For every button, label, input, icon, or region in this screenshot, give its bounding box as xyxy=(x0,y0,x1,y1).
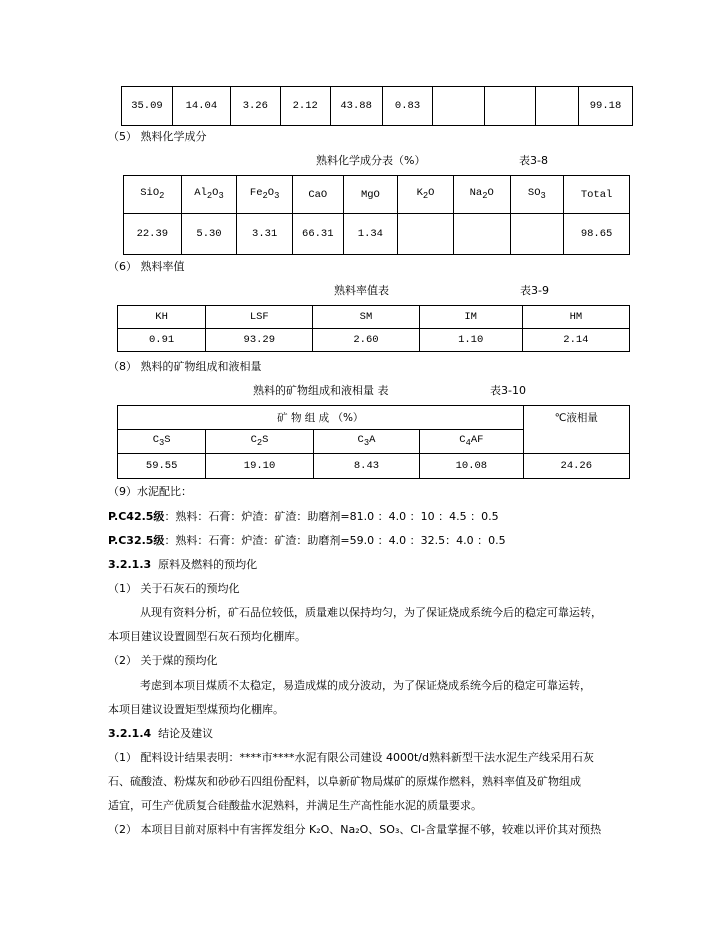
table-cell: 93.29 xyxy=(206,329,313,352)
table-cell xyxy=(485,87,536,126)
table-cell: 43.88 xyxy=(330,87,382,126)
table-3-10 xyxy=(117,405,630,479)
grade-label: P.C32.5级 xyxy=(108,534,165,547)
section-6-heading: （6） 熟料率值 xyxy=(108,260,185,273)
table-cell: 24.26 xyxy=(523,454,629,479)
table-cell: 22.39 xyxy=(124,214,182,255)
section-9-heading: （9）水泥配比： xyxy=(108,485,192,498)
section-title: 原料及燃料的预均化 xyxy=(158,558,258,571)
header-sm: SM xyxy=(313,306,419,329)
table-row xyxy=(124,214,630,255)
item-2-heading: （2） 关于煤的预均化 xyxy=(108,654,218,667)
table-cell: 2.12 xyxy=(280,87,330,126)
table-cell xyxy=(398,214,454,255)
header-al2o3: $Al_2O_3$ xyxy=(181,176,237,214)
header-so3: $SO_3$ xyxy=(510,176,564,214)
table-cell xyxy=(536,87,579,126)
section-title: 结论及建议 xyxy=(158,727,214,740)
table-cell: 1.34 xyxy=(343,214,398,255)
table-3-9-number: 表3-9 xyxy=(520,284,549,297)
table-header-row xyxy=(118,306,630,329)
table-cell: 14.04 xyxy=(172,87,230,126)
header-hm: HM xyxy=(522,306,629,329)
table-3-8 xyxy=(123,175,630,255)
section-number: 3.2.1.3 xyxy=(108,558,152,571)
table-3-10-caption: 熟料的矿物组成和液相量 表 xyxy=(253,384,389,397)
table-3-8-number: 表3-8 xyxy=(519,154,548,167)
table-cell xyxy=(510,214,564,255)
conclusion-1-line-2: 石、硫酸渣、粉煤灰和砂砂石四组份配料，以阜新矿物局煤矿的原煤作燃料，熟料率值及矿物组成 xyxy=(108,775,581,788)
header-total: Total xyxy=(564,176,630,214)
table-cell: 3.31 xyxy=(237,214,293,255)
table-cell: 98.65 xyxy=(564,214,630,255)
header-na2o: $Na_2O$ xyxy=(453,176,510,214)
table-row xyxy=(118,454,630,479)
table-cell: 99.18 xyxy=(579,87,633,126)
header-lsf: LSF xyxy=(206,306,313,329)
conclusion-1-line-3: 适宜，可生产优质复合硅酸盐水泥熟料，并满足生产高性能水泥的质量要求。 xyxy=(108,799,482,812)
paragraph-1-line-2: 本项目建议设置圆型石灰石预均化棚库。 xyxy=(108,630,306,643)
table-3-9 xyxy=(117,305,630,352)
table-3-10-number: 表3-10 xyxy=(490,384,526,397)
table-cell xyxy=(433,87,485,126)
grade-label: P.C42.5级 xyxy=(108,510,165,523)
ratio-text: ：熟料：石膏：炉渣：矿渣：助磨剂=59.0 ：4.0 ：32.5：4.0 ：0.5 xyxy=(164,534,506,547)
ratio-pc325 xyxy=(108,532,506,548)
table-cell: 10.08 xyxy=(420,454,523,479)
paragraph-1-line-1: 从现有资料分析，矿石品位较低，质量难以保持均匀，为了保证烧成系统今后的稳定可靠运转， xyxy=(140,606,602,619)
table-cell: 5.30 xyxy=(181,214,237,255)
table-cell: 19.10 xyxy=(206,454,313,479)
header-sio2: SiO$_2$ xyxy=(124,176,182,214)
table-3-8-caption: 熟料化学成分表（%） xyxy=(316,154,426,167)
table-cell xyxy=(453,214,510,255)
header-k2o: $K_2O$ xyxy=(398,176,454,214)
section-5-heading: （5） 熟料化学成分 xyxy=(108,130,207,143)
table-header-row xyxy=(124,176,630,214)
header-c3s: $C_3S$ xyxy=(118,430,206,454)
table-cell: 0.83 xyxy=(382,87,433,126)
header-c2s: $C_2S$ xyxy=(206,430,313,454)
table-row xyxy=(122,87,633,126)
header-im: IM xyxy=(419,306,522,329)
header-c3a: $C_3A$ xyxy=(313,430,419,454)
table-cell: 3.26 xyxy=(230,87,280,126)
liquid-phase-header: ℃液相量 xyxy=(523,406,629,454)
table-cell: 66.31 xyxy=(292,214,343,255)
header-fe2o3: $Fe_2O_3$ xyxy=(237,176,293,214)
header-mgo: MgO xyxy=(343,176,398,214)
table-cell: 35.09 xyxy=(122,87,173,126)
table-cell: 59.55 xyxy=(118,454,206,479)
section-3213-heading xyxy=(108,556,257,572)
table-cell: 2.60 xyxy=(313,329,419,352)
table-header-row xyxy=(118,406,630,430)
table-cell: 0.91 xyxy=(118,329,206,352)
conclusion-2-line-1: （2） 本项目目前对原料中有害挥发组分 K₂O、Na₂O、SO₃、Cl-含量掌握不够，较难以评价其对预热 xyxy=(108,823,602,836)
item-1-heading: （1） 关于石灰石的预均化 xyxy=(108,582,240,595)
previous-table xyxy=(121,86,633,126)
conclusion-1-line-1: （1） 配料设计结果表明：****市****水泥有限公司建设 4000t/d熟料新型干法水泥生产线采用石灰 xyxy=(108,751,594,764)
ratio-pc425 xyxy=(108,508,499,524)
ratio-text: ：熟料：石膏：炉渣：矿渣：助磨剂=81.0 ：4.0 ：10 ：4.5 ：0.5 xyxy=(164,510,499,523)
header-cao: CaO xyxy=(292,176,343,214)
section-3214-heading xyxy=(108,725,213,741)
mineral-group-header: 矿 物 组 成 （%） xyxy=(118,406,524,430)
table-row xyxy=(118,329,630,352)
section-number: 3.2.1.4 xyxy=(108,727,152,740)
header-kh: KH xyxy=(118,306,206,329)
table-cell: 2.14 xyxy=(522,329,629,352)
section-8-heading: （8） 熟料的矿物组成和液相量 xyxy=(108,360,262,373)
table-cell: 8.43 xyxy=(313,454,419,479)
header-c4af: $C_4AF$ xyxy=(420,430,523,454)
paragraph-2-line-2: 本项目建议设置矩型煤预均化棚库。 xyxy=(108,703,284,716)
table-3-9-caption: 熟料率值表 xyxy=(334,284,389,297)
table-cell: 1.10 xyxy=(419,329,522,352)
paragraph-2-line-1: 考虑到本项目煤质不太稳定，易造成煤的成分波动，为了保证烧成系统今后的稳定可靠运转， xyxy=(140,679,591,692)
